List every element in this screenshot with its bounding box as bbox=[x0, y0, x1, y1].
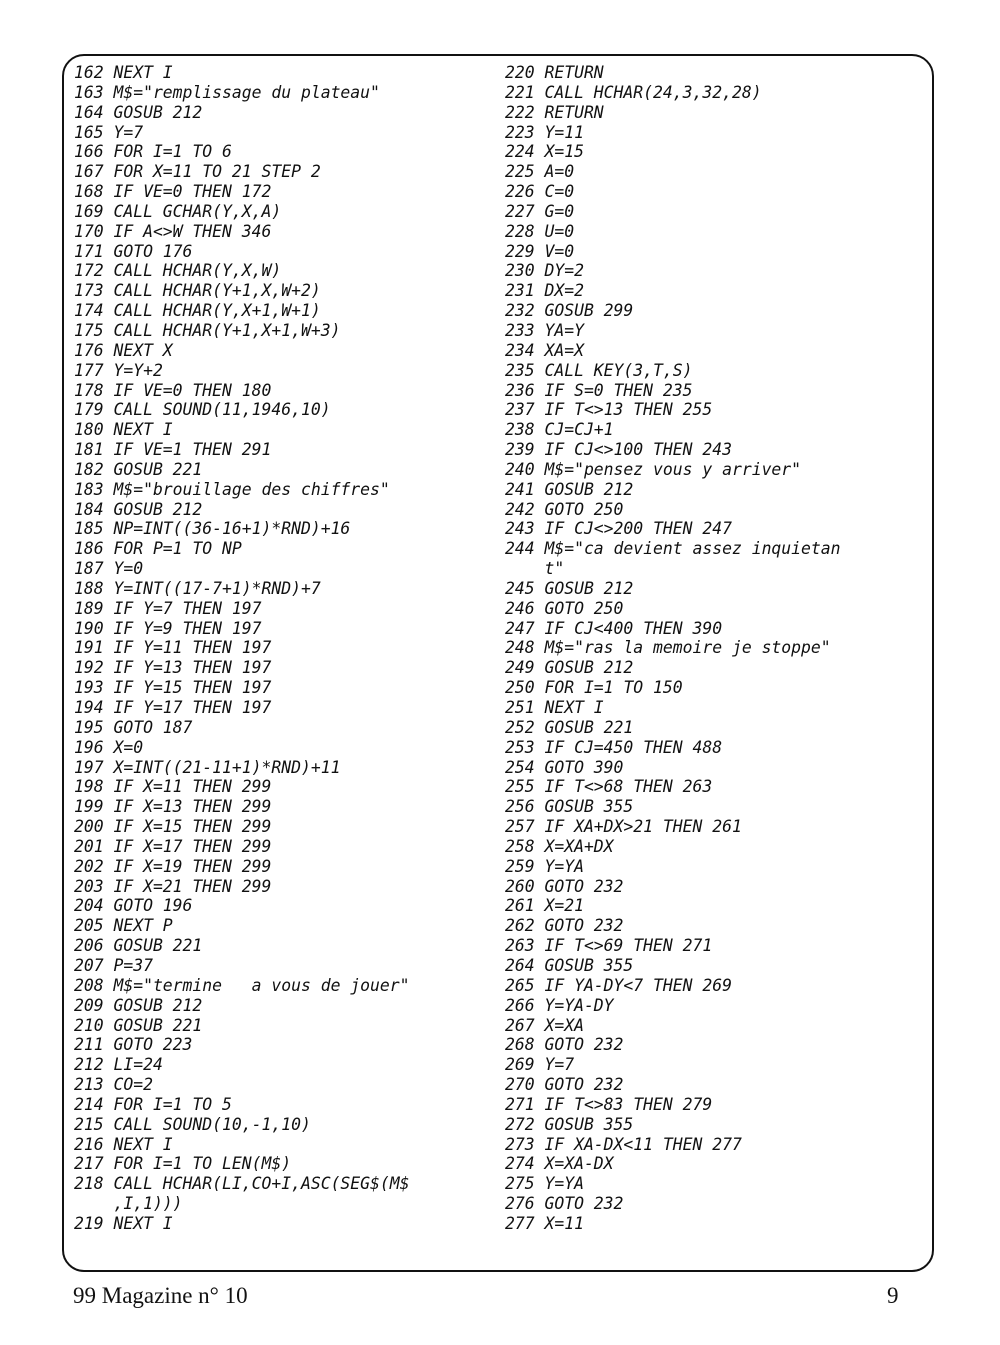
code-line: 226 C=0 bbox=[505, 182, 575, 202]
code-line: 174 CALL HCHAR(Y,X+1,W+1) bbox=[74, 301, 321, 321]
code-line: 223 Y=11 bbox=[505, 122, 584, 142]
code-line: 217 FOR I=1 TO LEN(M$) bbox=[74, 1154, 292, 1174]
code-line: 168 IF VE=0 THEN 172 bbox=[74, 182, 272, 202]
code-line: 176 NEXT X bbox=[74, 340, 173, 360]
code-line: 254 GOTO 390 bbox=[505, 757, 624, 777]
code-line: 258 X=XA+DX bbox=[505, 836, 614, 856]
code-line: 189 IF Y=7 THEN 197 bbox=[74, 598, 262, 618]
code-line: 248 M$="ras la memoire je stoppe" bbox=[505, 638, 831, 658]
code-line: 267 X=XA bbox=[505, 1015, 584, 1035]
code-line: 247 IF CJ<400 THEN 390 bbox=[505, 618, 723, 638]
code-line: 173 CALL HCHAR(Y+1,X,W+2) bbox=[74, 281, 321, 301]
code-line: 256 GOSUB 355 bbox=[505, 797, 634, 817]
code-line: 259 Y=YA bbox=[505, 856, 584, 876]
code-line: 245 GOSUB 212 bbox=[505, 578, 634, 598]
code-line: 255 IF T<>68 THEN 263 bbox=[505, 777, 713, 797]
code-line: 200 IF X=15 THEN 299 bbox=[74, 817, 272, 837]
code-line: 238 CJ=CJ+1 bbox=[505, 420, 614, 440]
code-line: 208 M$="termine a vous de jouer" bbox=[74, 975, 410, 995]
code-line: 188 Y=INT((17-7+1)*RND)+7 bbox=[74, 578, 321, 598]
code-line: 170 IF A<>W THEN 346 bbox=[74, 221, 272, 241]
listing-column-right bbox=[505, 63, 841, 1234]
code-line: 202 IF X=19 THEN 299 bbox=[74, 856, 272, 876]
code-line: 180 NEXT I bbox=[74, 420, 173, 440]
code-line: 270 GOTO 232 bbox=[505, 1075, 624, 1095]
code-line: 164 GOSUB 212 bbox=[74, 102, 203, 122]
code-line: 265 IF YA-DY<7 THEN 269 bbox=[505, 975, 732, 995]
code-line: 262 GOTO 232 bbox=[505, 916, 624, 936]
code-line: 214 FOR I=1 TO 5 bbox=[74, 1094, 232, 1114]
code-line: 171 GOTO 176 bbox=[74, 241, 193, 261]
code-line: 215 CALL SOUND(10,-1,10) bbox=[74, 1114, 311, 1134]
code-line: 191 IF Y=11 THEN 197 bbox=[74, 638, 272, 658]
code-line: 276 GOTO 232 bbox=[505, 1194, 624, 1214]
code-line: 260 GOTO 232 bbox=[505, 876, 624, 896]
code-line: 204 GOTO 196 bbox=[74, 896, 193, 916]
code-line: 179 CALL SOUND(11,1946,10) bbox=[74, 400, 331, 420]
code-line: 212 LI=24 bbox=[74, 1055, 163, 1075]
code-line: 250 FOR I=1 TO 150 bbox=[505, 678, 683, 698]
code-line: 264 GOSUB 355 bbox=[505, 955, 634, 975]
code-line: 219 NEXT I bbox=[74, 1213, 173, 1233]
code-line: 236 IF S=0 THEN 235 bbox=[505, 380, 693, 400]
code-line: 206 GOSUB 221 bbox=[74, 936, 203, 956]
code-line: 185 NP=INT((36-16+1)*RND)+16 bbox=[74, 519, 351, 539]
code-line: 169 CALL GCHAR(Y,X,A) bbox=[74, 201, 282, 221]
code-line: 251 NEXT I bbox=[505, 698, 604, 717]
code-line: 210 GOSUB 221 bbox=[74, 1015, 203, 1035]
code-line: 229 V=0 bbox=[505, 241, 575, 261]
code-line: 201 IF X=17 THEN 299 bbox=[74, 836, 272, 856]
code-line: 195 GOTO 187 bbox=[74, 717, 193, 737]
code-line: 216 NEXT I bbox=[74, 1134, 173, 1154]
listing-column-left bbox=[74, 63, 410, 1234]
code-line: 213 CO=2 bbox=[74, 1075, 153, 1095]
code-line: 196 X=0 bbox=[74, 737, 144, 757]
code-line: 222 RETURN bbox=[505, 102, 604, 122]
code-line: 163 M$="remplissage du plateau" bbox=[74, 82, 380, 102]
code-line: 186 FOR P=1 TO NP bbox=[74, 539, 242, 559]
code-line: 240 M$="pensez vous y arriver" bbox=[505, 459, 802, 479]
code-line: 177 Y=Y+2 bbox=[74, 360, 163, 380]
code-line: 220 RETURN bbox=[505, 63, 604, 82]
code-line: 228 U=0 bbox=[505, 221, 575, 241]
code-line: 162 NEXT I bbox=[74, 63, 173, 82]
code-line: 221 CALL HCHAR(24,3,32,28) bbox=[505, 82, 762, 102]
code-line: 246 GOTO 250 bbox=[505, 598, 624, 618]
code-line: 249 GOSUB 212 bbox=[505, 658, 634, 678]
code-line: 275 Y=YA bbox=[505, 1174, 584, 1194]
code-line: 198 IF X=11 THEN 299 bbox=[74, 777, 272, 797]
code-line: 263 IF T<>69 THEN 271 bbox=[505, 936, 713, 956]
code-line: 273 IF XA-DX<11 THEN 277 bbox=[505, 1134, 742, 1154]
code-line: 175 CALL HCHAR(Y+1,X+1,W+3) bbox=[74, 320, 341, 340]
code-line: 207 P=37 bbox=[74, 955, 153, 975]
code-line: 272 GOSUB 355 bbox=[505, 1114, 634, 1134]
code-line: 269 Y=7 bbox=[505, 1055, 575, 1075]
code-line: 253 IF CJ=450 THEN 488 bbox=[505, 737, 723, 757]
code-line: 224 X=15 bbox=[505, 142, 584, 162]
code-line: 178 IF VE=0 THEN 180 bbox=[74, 380, 272, 400]
code-line: 268 GOTO 232 bbox=[505, 1035, 624, 1055]
code-line: 235 CALL KEY(3,T,S) bbox=[505, 360, 693, 380]
page-number: 9 bbox=[887, 1283, 899, 1308]
code-line: 190 IF Y=9 THEN 197 bbox=[74, 618, 262, 638]
code-line: 233 YA=Y bbox=[505, 320, 584, 340]
code-line: 209 GOSUB 212 bbox=[74, 995, 203, 1015]
code-line: 199 IF X=13 THEN 299 bbox=[74, 797, 272, 817]
code-line: 227 G=0 bbox=[505, 201, 575, 221]
code-line: 243 IF CJ<>200 THEN 247 bbox=[505, 519, 732, 539]
code-line: 165 Y=7 bbox=[74, 122, 144, 142]
code-line: ,I,1))) bbox=[74, 1194, 183, 1214]
code-line: 181 IF VE=1 THEN 291 bbox=[74, 440, 272, 460]
code-line: 183 M$="brouillage des chiffres" bbox=[74, 479, 390, 499]
code-line: 225 A=0 bbox=[505, 162, 575, 182]
code-line: 187 Y=0 bbox=[74, 559, 144, 579]
code-line: 197 X=INT((21-11+1)*RND)+11 bbox=[74, 757, 341, 777]
code-line: 274 X=XA-DX bbox=[505, 1154, 614, 1174]
code-line: 242 GOTO 250 bbox=[505, 499, 624, 519]
code-line: 193 IF Y=15 THEN 197 bbox=[74, 678, 272, 698]
code-line: 241 GOSUB 212 bbox=[505, 479, 634, 499]
code-line: 218 CALL HCHAR(LI,CO+I,ASC(SEG$(M$ bbox=[74, 1174, 410, 1194]
code-line: 203 IF X=21 THEN 299 bbox=[74, 876, 272, 896]
code-line: 266 Y=YA-DY bbox=[505, 995, 614, 1015]
code-line: 252 GOSUB 221 bbox=[505, 717, 634, 737]
code-line: 234 XA=X bbox=[505, 340, 584, 360]
code-line: 182 GOSUB 221 bbox=[74, 459, 203, 479]
code-line: 192 IF Y=13 THEN 197 bbox=[74, 658, 272, 678]
publication-footer: 99 Magazine n° 10 bbox=[73, 1283, 248, 1308]
code-line: 257 IF XA+DX>21 THEN 261 bbox=[505, 817, 742, 837]
code-line: 277 X=11 bbox=[505, 1213, 584, 1233]
code-line: t" bbox=[505, 559, 565, 579]
code-line: 261 X=21 bbox=[505, 896, 584, 916]
code-line: 271 IF T<>83 THEN 279 bbox=[505, 1094, 713, 1114]
code-line: 232 GOSUB 299 bbox=[505, 301, 634, 321]
code-line: 239 IF CJ<>100 THEN 243 bbox=[505, 440, 732, 460]
code-line: 184 GOSUB 212 bbox=[74, 499, 203, 519]
code-line: 194 IF Y=17 THEN 197 bbox=[74, 698, 272, 717]
code-line: 167 FOR X=11 TO 21 STEP 2 bbox=[74, 162, 321, 182]
code-line: 231 DX=2 bbox=[505, 281, 584, 301]
code-line: 211 GOTO 223 bbox=[74, 1035, 193, 1055]
code-line: 244 M$="ca devient assez inquietan bbox=[505, 539, 841, 559]
code-line: 230 DY=2 bbox=[505, 261, 584, 281]
code-line: 172 CALL HCHAR(Y,X,W) bbox=[74, 261, 282, 281]
code-line: 166 FOR I=1 TO 6 bbox=[74, 142, 232, 162]
code-line: 205 NEXT P bbox=[74, 916, 173, 936]
code-line: 237 IF T<>13 THEN 255 bbox=[505, 400, 713, 420]
